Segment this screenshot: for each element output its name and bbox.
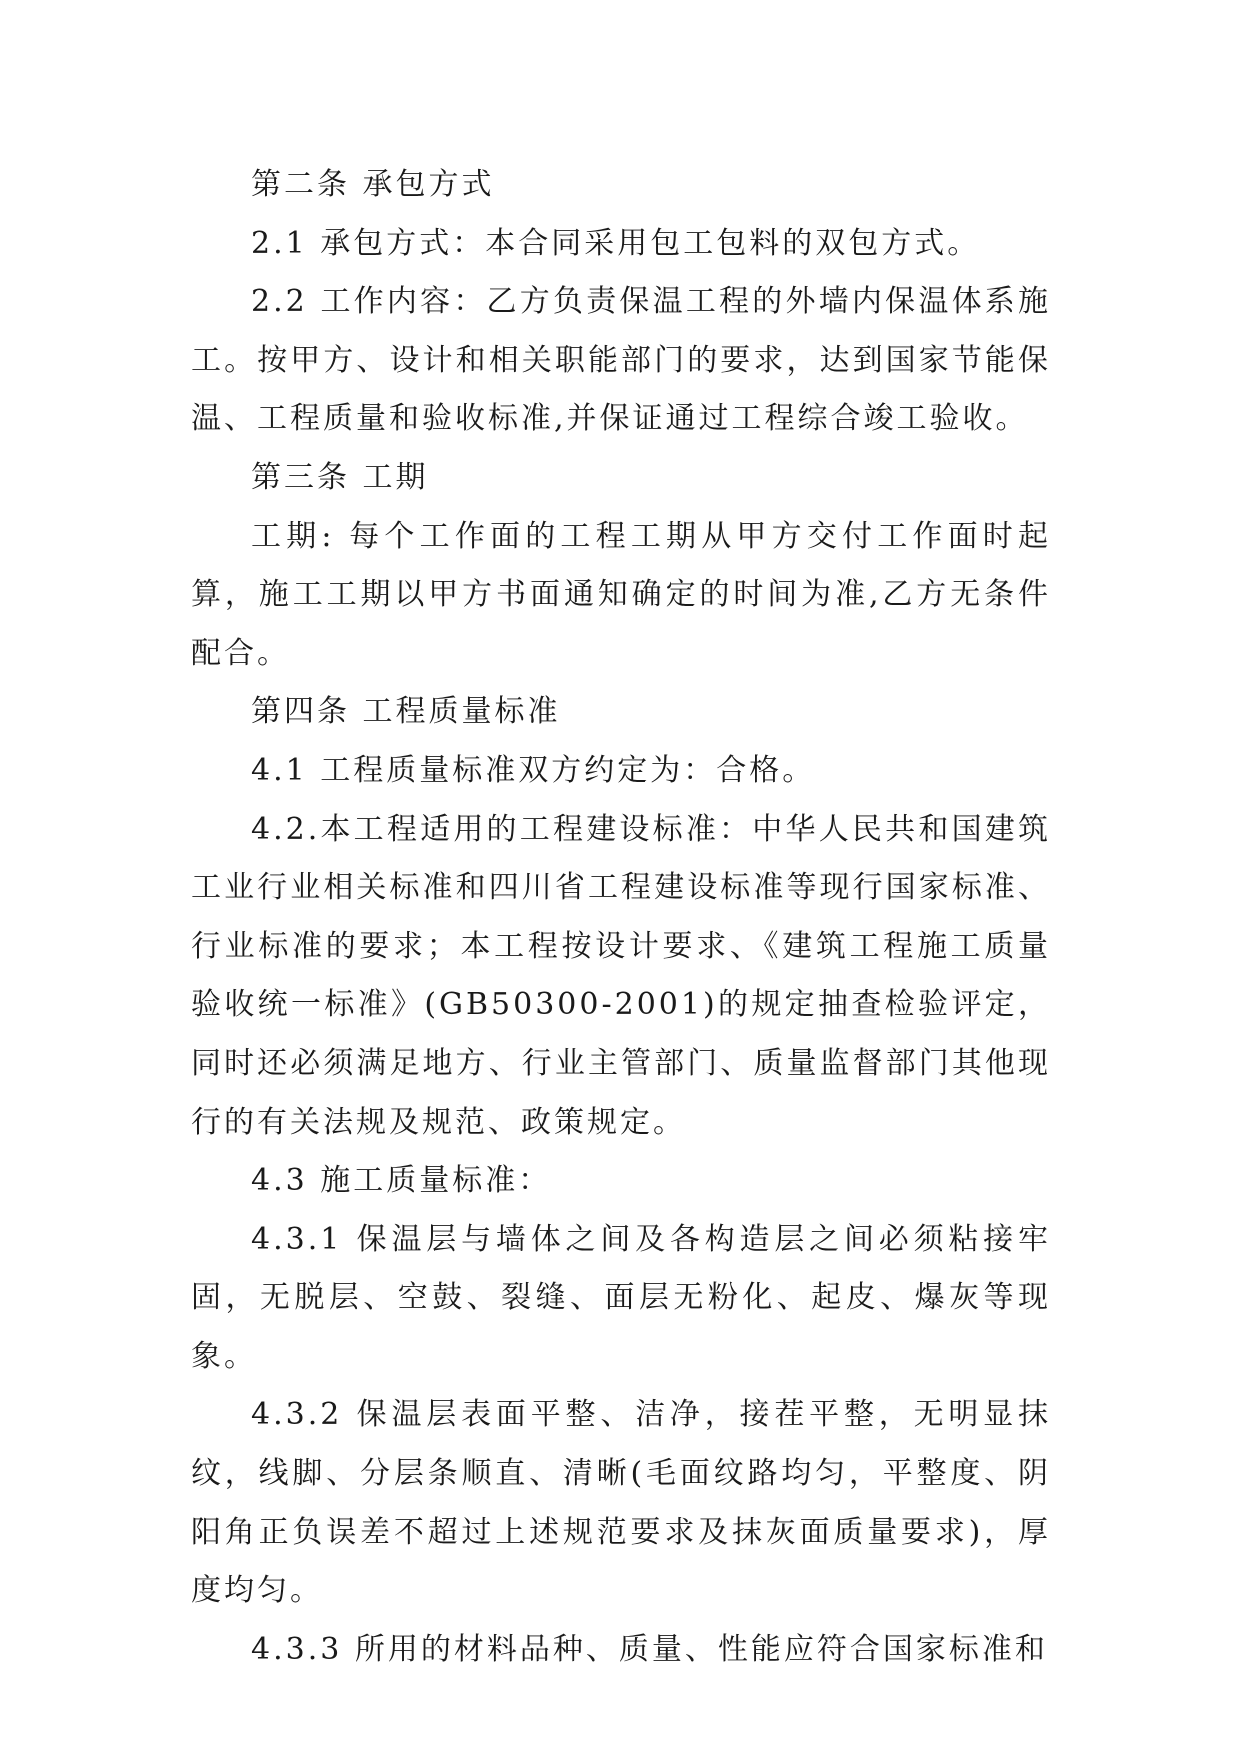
clause-4-3: 4.3 施工质量标准： xyxy=(251,1163,552,1199)
clause-4-1: 4.1 工程质量标准双方约定为：合格。 xyxy=(251,752,816,788)
clause-2-2: 2.2 工作内容：乙方负责保温工程的外墙内保温体系施工。按甲方、设计和相关职能部门的要求，达到国家节能保温、工程质量和验收标准,并保证通过工程综合竣工验收。 xyxy=(191,284,1051,437)
clause-4-3-1: 4.3.1 保温层与墙体之间及各构造层之间必须粘接牢固，无脱层、空鼓、裂缝、面层无粉化、起皮、爆灰等现象。 xyxy=(191,1221,1051,1374)
clause-4-3-2: 4.3.2 保温层表面平整、洁净，接茬平整，无明显抹纹，线脚、分层条顺直、清晰(毛面纹路均匀，平整度、阴阳角正负误差不超过上述规范要求及抹灰面质量要求)，厚度均匀。 xyxy=(191,1397,1051,1609)
clause-2-1: 2.1 承包方式：本合同采用包工包料的双包方式。 xyxy=(251,225,981,261)
clause-4-3-3: 4.3.3 所用的材料品种、质量、性能应符合国家标准和 xyxy=(251,1631,1048,1667)
heading-article-3: 第三条 工期 xyxy=(251,459,429,495)
clause-schedule: 工期: 每个工作面的工程工期从甲方交付工作面时起算，施工工期以甲方书面通知确定的时间为准,乙方无条件配合。 xyxy=(191,518,1051,671)
heading-article-4: 第四条 工程质量标准 xyxy=(251,694,561,730)
document-body xyxy=(191,156,1051,1679)
clause-4-2: 4.2.本工程适用的工程建设标准：中华人民共和国建筑工业行业相关标准和四川省工程建设标准等现行国家标准、行业标准的要求；本工程按设计要求、《建筑工程施工质量验收统一标准》(GB50300-2001)的规定抽查检验评定，同时还必须满足地方、行业主管部门、质量监督部门其他现行的有关法规及规范、政策规定。 xyxy=(191,811,1051,1140)
heading-article-2: 第二条 承包方式 xyxy=(251,167,495,202)
